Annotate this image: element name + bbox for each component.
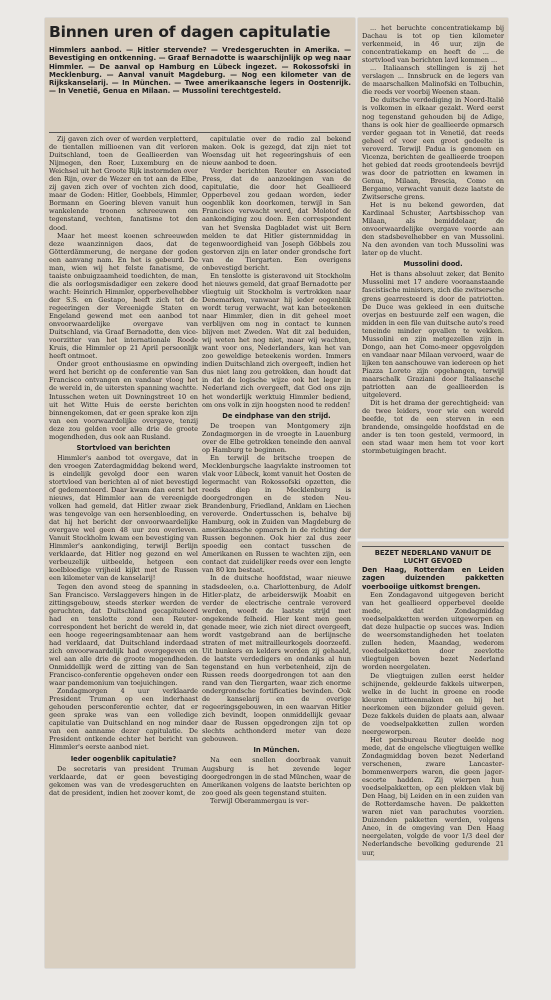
box-heading: BEZET NEDERLAND VANUIT DE LUCHT GEVOED bbox=[374, 549, 492, 566]
deck-divider bbox=[49, 132, 351, 133]
box-top-rule bbox=[362, 546, 504, 547]
side-clipping bbox=[358, 18, 508, 538]
col2-paragraph: En tenslotte is gisteravond uit Stockholm het nieuws gemeld, dat graaf Bernadotte per vliegtuig uit Stockholm is vertrokken naar Denemarken, vanwaar hij ieder oogenblik wordt terug verwacht, wat kan beteekenen naar Himmler, dien in dit geheel moet verblijven om nog in contact te kunnen blijven met Zweden. Wat dit zal beduiden, wij weten het nog niet, maar wij wachten, want voor ons, Nederlanders, kan het van zoo geweldige beteekenis worden. Immers indien Duitschland zich overgeeft, indien het dus niet lang zou getrokken, dan houdt dat in dat de logische wijze ook het leger in Nederland zich overgeeft, dat God ons zijn het wonderlijk werktuig Himmler bediend, om ons volk in zijn hoogsten nood te redden! bbox=[202, 271, 351, 409]
side-paragraph: Het is nu bekend geworden, dat Kardinaal Schuster, Aartsbisschop van Milaan, als bemiddelaar, de onvoorwaardelijke overgave voorde aan den stadsbevelhebber en van Mussolini. Na den avonden van toch Mussolini was later op de vlucht. bbox=[362, 201, 504, 258]
article-deck: Himmlers aanbod. — Hitler stervende? — Vredesgeruchten in Amerika. — Bevestiging en ontkenning. — Graaf Bernadotte is waarschijnlijk op weg naar Himmler. — De aanval op Hamburg en Lübeck ingezet. — Rokossofski in Mecklenburg. — Aanval vanuit Magdeburg. — Nog een kilometer van de Rijkskanselarij. — In München. — Twee amerikaansche legers in Oostenrijk. — In Venetië, Genua en Milaan. — Mussolini terechtgesteld. bbox=[49, 46, 351, 96]
col2-paragraph: De troepen van Montgomery zijn Zondagmorgen in de vroegte in Lauenburg over de Elbe getrokken teneinde den aanval op Hamburg te beginnen. bbox=[202, 421, 351, 454]
side-paragraph: ... Italiaansch stellingen is zij het verslagen ... Innsbruck en de legers van de maarschalken Malinofski en Tolbuchin, die reeds ver voorbij Weenen staan. bbox=[362, 64, 504, 97]
col1-subheading: Ieder oogenblik capitulatie? bbox=[70, 754, 177, 763]
col1-paragraph: Tegen den avond steeg de spanning in San Francisco. Verslaggevers hingen in de zittingsgebouw, steeds sterker werden de geruchten, dat Duitschland gecapituleerd had en tenslotte zond een Reuter-correspondent het bericht de wereld in, dat een hooge regeeringsambtenaar aan hem had verklaard, dat Duitschland inderdaad zich onvoorwaardelijk had overgegeven en wel aan alle drie de groote mogendheden. Onmiddellijk werd de zitting van de San Francisco-conferentie opgeheven onder een waar pandemonium van toejuichingen. bbox=[49, 582, 198, 688]
col2-subheading: In München. bbox=[253, 746, 300, 755]
article-column-2 bbox=[202, 135, 351, 805]
col2-paragraph: Terwijl Oberammergau is ver- bbox=[210, 796, 309, 805]
col2-paragraph: capitulatie over de radio zal bekend maken. Ook is gezegd, dat zijn niet tot Woensdag uit het regeeringshuis of een nieuw aanbod te doen. bbox=[202, 135, 351, 168]
col1-paragraph: Onder groot enthousiasme en opwinding werd het bericht op de conferentie van San Francisco ontvangen en vandaar vloog het de wereld in, de uitersten spanning wachtte. Intusschen weten uit Downingstreet 10 en uit het Witte Huis de eerste berichten binnengekomen, dat er geen sprake kon zijn van een voorwaardelijke overgave, tenzij deze zou gelden voor alle drie de groote mogendheden, dus ook aan Rusland. bbox=[49, 360, 198, 441]
box-paragraph: De vliegtuigen zullen eerst helder schijnende, gekleurde fakkels uitwerpen, welke in de lucht in groene en roode kleuren uitteenmaken en bij het neerkomen een bijzonder geluid geven. Deze fakkels duiden de plaats aan, alwaar de voedselpakketten zullen worden neergeworpen. bbox=[362, 671, 504, 736]
col1-paragraph: Zij gaven zich over of werden verpletterd, de tientallen millioenen van dit verloren Duitschland, toen de Geallieerden van Nijmegen, den Roer, Luxemburg en de Weichsel uit het Groote Rijk instormden over den Rijn, over de Wezer en tot aan de Elbe, zij gaven zich over of vochten zich dood, maar de Goden: Hitler, Goebbels, Himmler, Bormann en Goering bleven vanuit hun wankelende troonen schreeuwen om tegenstand, vechten, fanatisme tot den dood. bbox=[49, 135, 198, 232]
col2-paragraph: Na een snellen doorbraak vanuit Augsburg is het zevende leger doorgedrongen in de stad München, waar de Amerikanen volgens de laatste berichten op zoo goed als geen tegenstand stuiten. bbox=[202, 756, 351, 797]
side-paragraph: Dit is het drama der gerechtigheid: van de twee leiders, voor wie een wereld beefde, tot de een sterven in een brandende, omsingelde hoofdstad en de ander is ten toon gesteld, vermoord, in een stad waar men hem tot voor kort stormbetuigingen bracht. bbox=[362, 399, 504, 456]
side-paragraph: De duitsche verdediging in Noord-Italië is volkomen in elkaar gezakt. Werd eerst nog tegenstand gehouden bij de Adige, thans is ook hier de geallieerde opmarsch verder gegaan tot in Venetië, dat reeds geheel of voor een groot gedeelte is veroverd. Terwijl Padua is genomen en Vicenza, berichten de geallieerde troepen het gebied dat reeds grootendeels bevrijd was door de patriotten en kwamen in Genua, Milaan, Brescia, Como en Bergamo, verwacht vanuit deze laatste de Zwitsersche grens. bbox=[362, 96, 504, 201]
box-column bbox=[362, 549, 504, 857]
article-headline: Binnen uren of dagen capitulatie bbox=[49, 23, 331, 41]
col2-paragraph: Verder berichten Reuter en Associated Press, dat de aanzoekingen van de capitulatie, die door het Geallieerd Opperbevel zou gedaan worden, ieder oogenblik kon doorkomen, terwijl in San Francisco verwacht werd, dat Molotof de aankondiging zou doen. Een correspondent van het Svenska Dagbladet wist uit Bern melden te dat Hitler gisternmiddag in tegenwoordigheid van Joseph Göbbels zou gestorven zijn en later onder grondsche fort van de Tiergarten. Een overigens onbevestigd bericht. bbox=[202, 167, 351, 272]
side-column bbox=[362, 24, 504, 455]
col1-subheading: Stortvloed van berichten bbox=[76, 443, 171, 452]
box-clipping bbox=[358, 542, 508, 860]
col1-paragraph: Himmler's aanbod tot overgave, dat in den vroegen Zaterdagmiddag bekend werd, is eindelijk gevolgd door een waren stortvloed van berichten al of niet bevestigd of gedementeerd. Daar kwam dan eerst het nieuws, dat Himmler aan de vereenigde volken had gemeld, dat Hitler zwaar ziek was tengevolge van een hersenbloeding, en dat hij het bericht der onvoorwaardelijke overgave wel geen 48 uur zou overleven. Vanuit Stockholm kwam een bevestiging van Himmler's aankondiging, terwijl Berlijn verklaarde, dat Hitler nog gezond en wel verbeuzelijk uitbeelde, hetgeen een koelbloedige vrijheid kijkt met de Russen een kilometer van de kanselarij! bbox=[49, 453, 198, 583]
box-paragraph: Een Zondagavond uitgegeven bericht van het geallieerd opperbevel deelde mede, dat Zondagmiddag voedselpakketten werden uitgeworpen en dat deze hulpactie op succes was. Indien de weersomstandigheden het toelaten zullen heden, Maandag, wederom voedselpakketten door zeevlotte vliegtuigen boven bezet Nederland worden neergelaten. bbox=[362, 591, 504, 672]
col2-paragraph: En terwijl de britsche troepen de Mecklenburgsche laagvlakte instroomen tot vlak voor Lübeck, komt vanuit het Oosten de legermacht van Rokossofski opzetten, die reeds diep in Mecklenburg is doorgedrongen en de steden Neu-Brandenburg, Friedland, Anklam en Liechen veroverde. Ondertusschen is, behalve bij Hamburg, ook in Zuiden van Magdeburg de amerikaansche opmarsch in de richting der Russen begonnen. Ook hier zal dus zeer spoedig een contact tusschen de Amerikanen en Russen te wachten zijn, een contact dat zuidelijker reeds over een lengte van 80 km bestaat. bbox=[202, 453, 351, 575]
col1-paragraph: Maar het meest koenen schreeuwden deze waanzinnigen daos, dat de Götterdämmerung, de nergane der goden een aanvang nam. En het is gebeurd. De man, wien wij het felste fanatisme, de taaiste onbuigzaamheid toedichten, de man, die als oorlogsmisdadiger een zekere dood wacht: Heinrich Himmler, opperbevelhebber der S.S. en Gestapo, heeft zich tot de regeeringen der Vereenigde Staten en Engeland gewend met een aanbod tot onvoorwaardelijke overgave van Duitschland, via Graaf Bernadotte, den vice-voorzitter van het internationale Roode Kruis, die Himmler op 21 April persoonlijk heeft ontmoet. bbox=[49, 231, 198, 361]
side-paragraph: Het is thans absoluut zeker, dat Benito Mussolini met 17 andere vooraanstaande fascistische ministers, zich die zwitsersche grens gearresteerd is door de patriotten. De Duce was gekleed in een duitsche overjas en bestuurde zelf een wagen, die midden in een file van duitsche auto's reed teneinde minder opvallen te wekken. Mussolini en zijn metgezellen zijn in Dongo, aan het Como-meer opgevolgden en vandaar naar Milaan vervoerd, waar de lijken ten aanschouwe van iedereen op het Piazza Loreto zijn opgehangen, terwijl maarschalk Graziani door Italiaansche patriotten aan de geallieerden is uitgeleverd. bbox=[362, 270, 504, 400]
article-column-1 bbox=[49, 135, 198, 797]
col1-paragraph: De secretaris van president Truman verklaarde, dat er geen bevestiging gekomen was van de vredesgeruchten en dat de president, indien het zoover komt, de bbox=[49, 764, 198, 797]
col1-paragraph: Zondagmorgen 4 uur verklaarde President Truman op een inderhaast gehouden persconferentie echter, dat er geen sprake was van een volledige capitulatie van Duitschland en nog minder van een aanname dezer capitulatie. De President ontkende echter het bericht van Himmler's eerste aanbod niet. bbox=[49, 687, 198, 752]
box-subheading: Den Haag, Rotterdam en Leiden zagen duizenden pakketten voerbooiige uitkomst brengen. bbox=[362, 565, 504, 591]
side-paragraph: ... het beruchte concentratiekamp bij Dachau is tot op tien kilometer verkenmeid, in 46 uur, zijn de concentratiekamp en heeft de ... de stortvloed van berichten lavd kommen ... bbox=[362, 24, 504, 65]
side-subheading: Mussolini dood. bbox=[403, 260, 463, 269]
box-paragraph: Het persbureau Reuter deelde nog mede, dat de engelsche vliegtuigen wellke Zondagmiddag boven bezet Nederland verschenen, zware Lancaster-bommenwerpers waren, die geen jager-escorte hadden. Zij wierpen hun voedselpakketten, op een plekken vlak bij Den Haag, bij Leiden en in een zuiden van de Rotterdamsche haven. De pakketten waren niet van parachutes voorzien. Duizenden pakketten werden, volgens Aneo, in de omgeving van Den Haag neergelaten, volgde de voor 1/3 deel der Nederlandsche bevolking gedurende 21 uur, bbox=[362, 735, 504, 857]
col2-paragraph: In de duitsche hoofdstad, waar nieuwe stadsdeelen, o.a. Charlottenburg, de Adolf Hitler-platz, de arbeiderswijk Moabit en verder de electrische centrale veroverd werden, woedt de laatste strijd met ongekende felheid. Hier kent men geen genade meer, wie zich niet direct overgeeft, wordt vastgebrand aan de berlijnsche straten of met mitrailleurkogels doorzeefd. Uit bunkers en kelders worden zij gehaald, de laatste verdedigers en ondanks al hun tegenstand en hun verbetenheid, zijn de Russen reeds doorgedrongen tot aan den rand van den Tiergarten, waar zich enorme ondergrondsche fortificaties bevinden. Ook de kanselarij en de overige regeeringsgebouwen, in een waarvan Hitler zich bevindt, loopen onmiddellijk gevaar daar de Russen opgedrongen zijn tot op slechts achthonderd meter van deze gebouwen. bbox=[202, 574, 351, 744]
col2-subheading: De eindphase van den strijd. bbox=[222, 411, 331, 420]
main-clipping bbox=[45, 18, 355, 968]
